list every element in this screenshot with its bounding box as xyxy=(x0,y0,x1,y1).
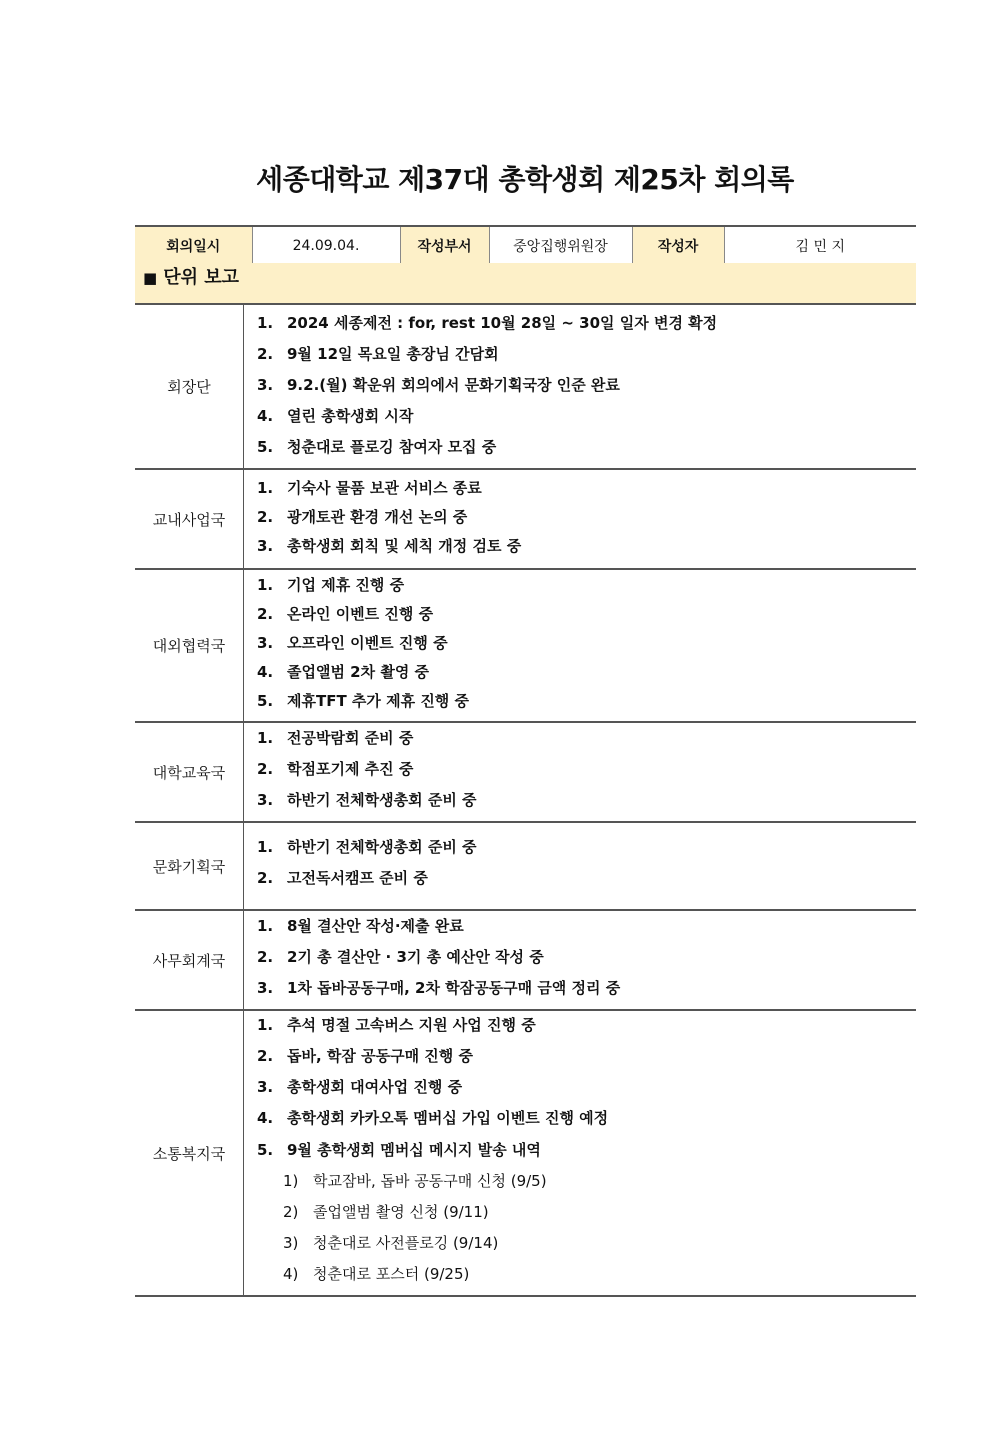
list-item: 3. 하반기 전체학생총회 준비 중 xyxy=(257,791,477,809)
list-item: 2. 광개토관 환경 개선 논의 중 xyxy=(257,508,468,526)
dept-row-accounting xyxy=(135,911,916,1011)
dept-row-communication-welfare xyxy=(135,1011,916,1297)
list-item: 1. 2024 세종제전 : for, rest 10월 28일 ~ 30일 일자 변경 확정 xyxy=(257,314,718,332)
list-item: 2. 고전독서캠프 준비 중 xyxy=(257,869,428,887)
list-item: 3. 9.2.(월) 확운위 회의에서 문화기획국장 인준 완료 xyxy=(257,376,620,394)
dept-name: 교내사업국 xyxy=(135,470,244,568)
sub-list-item: 1) 학교잠바, 돕바 공동구매 신청 (9/5) xyxy=(283,1172,547,1190)
list-item: 2. 2기 총 결산안 · 3기 총 예산안 작성 중 xyxy=(257,948,544,966)
dept-name: 소통복지국 xyxy=(135,1011,244,1295)
list-item: 1. 하반기 전체학생총회 준비 중 xyxy=(257,838,477,856)
dept-row-president xyxy=(135,305,916,470)
sub-list-item: 3) 청춘대로 사전플로깅 (9/14) xyxy=(283,1234,499,1252)
dept-row-campus-affairs xyxy=(135,470,916,570)
list-item: 2. 학점포기제 추진 중 xyxy=(257,760,414,778)
list-item: 4. 열린 총학생회 시작 xyxy=(257,407,414,425)
list-item: 2. 온라인 이벤트 진행 중 xyxy=(257,605,434,623)
date-label: 회의일시 xyxy=(135,226,252,265)
list-item: 1. 기숙사 물품 보관 서비스 종료 xyxy=(257,479,482,497)
list-item: 1. 8월 결산안 작성·제출 완료 xyxy=(257,917,464,935)
meta-table xyxy=(135,225,916,265)
dept-row-academic-education xyxy=(135,723,916,823)
list-item: 5. 9월 총학생회 멤버십 메시지 발송 내역 xyxy=(257,1141,541,1159)
dept-row-culture-planning xyxy=(135,823,916,911)
dept-value: 중앙집행위원장 xyxy=(489,226,632,265)
sub-list-item: 4) 청춘대로 포스터 (9/25) xyxy=(283,1265,470,1283)
list-item: 1. 기업 제휴 진행 중 xyxy=(257,576,405,594)
list-item: 3. 총학생회 대여사업 진행 중 xyxy=(257,1078,463,1096)
document-title: 세종대학교 제37대 총학생회 제25차 회의록 xyxy=(256,163,794,196)
dept-name: 회장단 xyxy=(135,305,244,468)
list-item: 5. 청춘대로 플로깅 참여자 모집 중 xyxy=(257,438,497,456)
sub-list-item: 2) 졸업앨범 촬영 신청 (9/11) xyxy=(283,1203,489,1221)
dept-name: 문화기획국 xyxy=(135,823,244,909)
dept-name: 대학교육국 xyxy=(135,723,244,821)
list-item: 1. 추석 명절 고속버스 지원 사업 진행 중 xyxy=(257,1016,536,1034)
list-item: 4. 총학생회 카카오톡 멤버십 가입 이벤트 진행 예정 xyxy=(257,1109,609,1127)
list-item: 4. 졸업앨범 2차 촬영 중 xyxy=(257,663,430,681)
date-value: 24.09.04. xyxy=(252,226,400,265)
author-label: 작성자 xyxy=(632,226,724,265)
list-item: 2. 돕바, 학잠 공동구매 진행 중 xyxy=(257,1047,473,1065)
list-item: 3. 오프라인 이벤트 진행 중 xyxy=(257,634,448,652)
list-item: 1. 전공박람회 준비 중 xyxy=(257,729,414,747)
section-header xyxy=(135,263,916,305)
list-item: 3. 1차 돕바공동구매, 2차 학잠공동구매 금액 정리 중 xyxy=(257,979,621,997)
list-item: 5. 제휴TFT 추가 제휴 진행 중 xyxy=(257,692,470,710)
dept-label: 작성부서 xyxy=(400,226,489,265)
list-item: 2. 9월 12일 목요일 총장님 간담회 xyxy=(257,345,499,363)
dept-row-external-relations xyxy=(135,570,916,723)
square-bullet-icon: ■ xyxy=(143,269,158,287)
dept-name: 대외협력국 xyxy=(135,570,244,721)
list-item: 3. 총학생회 회칙 및 세칙 개정 검토 중 xyxy=(257,537,522,555)
author-value: 김 민 지 xyxy=(724,226,916,265)
section-title: 단위 보고 xyxy=(163,267,240,288)
dept-name: 사무회계국 xyxy=(135,911,244,1009)
